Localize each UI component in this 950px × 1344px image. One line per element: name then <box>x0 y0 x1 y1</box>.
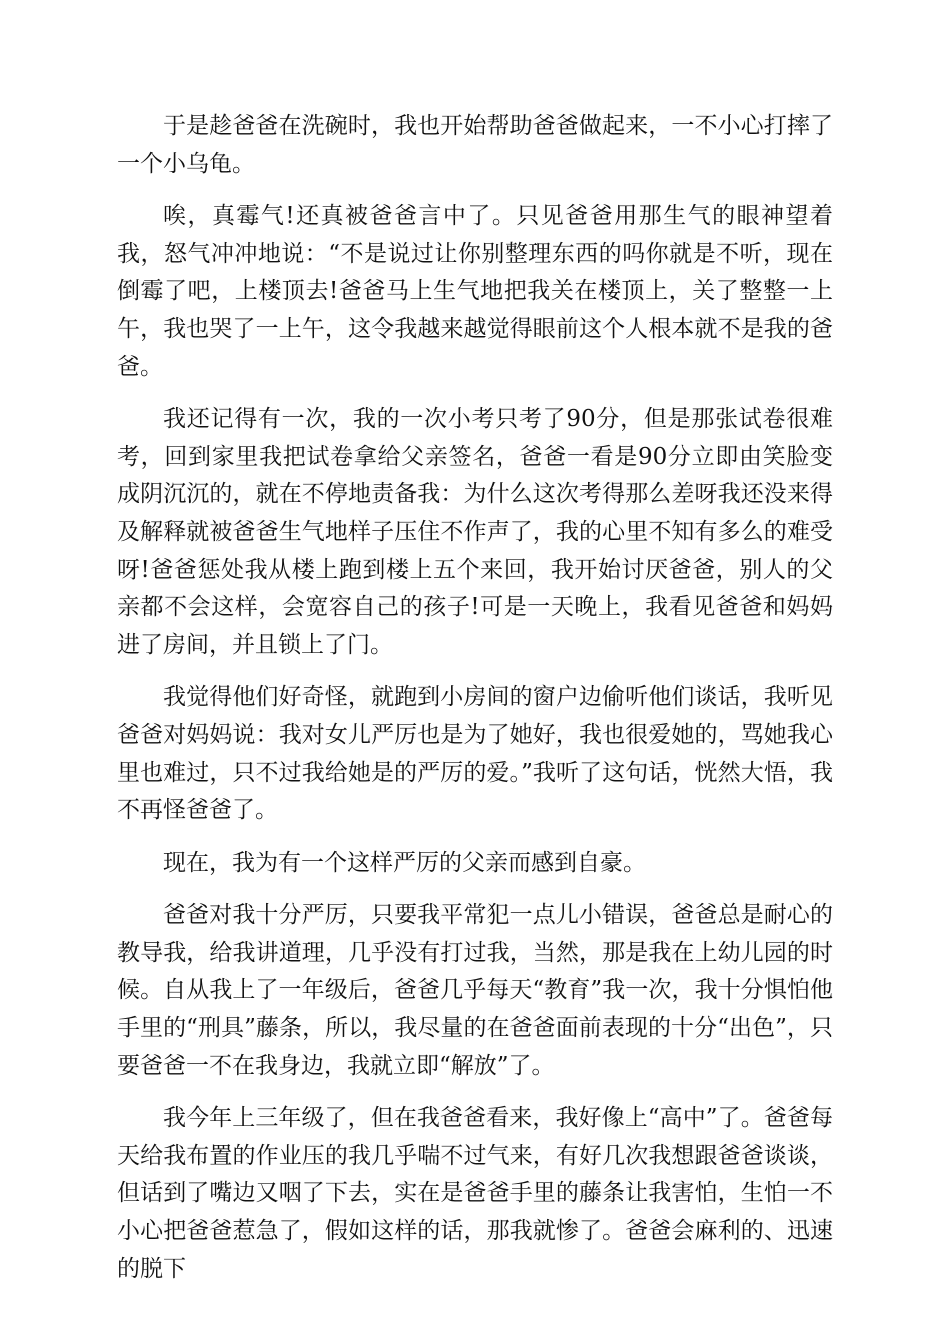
document-body <box>117 108 833 1303</box>
paragraph-2: 唉，真霉气!还真被爸爸言中了。只见爸爸用那生气的眼神望着我，怒气冲冲地说：“不是说过让你别整理东西的吗你就是不听，现在倒霉了吧，上楼顶去!爸爸马上生气地把我关在楼顶上，关了整整一上午，我也哭了一上午，这令我越来越觉得眼前这个人根本就不是我的爸爸。 <box>117 203 833 380</box>
paragraph-1: 于是趁爸爸在洗碗时，我也开始帮助爸爸做起来，一不小心打摔了一个小乌龟。 <box>117 113 833 177</box>
paragraph-6: 爸爸对我十分严厉，只要我平常犯一点儿小错误，爸爸总是耐心的教导我，给我讲道理，几乎没有打过我，当然，那是我在上幼儿园的时候。自从我上了一年级后，爸爸几乎每天“教育”我一次，我十分惧怕他手里的“刑具”藤条，所以，我尽量的在爸爸面前表现的十分“出色”，只要爸爸一不在我身边，我就立即“解放”了。 <box>117 902 833 1079</box>
paragraph-5: 现在，我为有一个这样严厉的父亲而感到自豪。 <box>163 849 646 876</box>
paragraph-3: 我还记得有一次，我的一次小考只考了90分，但是那张试卷很难考，回到家里我把试卷拿给父亲签名，爸爸一看是90分立即由笑脸变成阴沉沉的，就在不停地责备我：为什么这次考得那么差呀我还没来得及解释就被爸爸生气地样子压住不作声了，我的心里不知有多么的难受呀!爸爸惩处我从楼上跑到楼上五个来回，我开始讨厌爸爸，别人的父亲都不会这样，会宽容自己的孩子!可是一天晚上，我看见爸爸和妈妈进了房间，并且锁上了门。 <box>117 406 833 658</box>
paragraph-4: 我觉得他们好奇怪，就跑到小房间的窗户边偷听他们谈话，我听见爸爸对妈妈说：我对女儿严厉也是为了她好，我也很爱她的，骂她我心里也难过，只不过我给她是的严厉的爱。”我听了这句话，恍然大悟，我不再怪爸爸了。 <box>117 684 833 824</box>
paragraph-7: 我今年上三年级了，但在我爸爸看来，我好像上“高中”了。爸爸每天给我布置的作业压的我几乎喘不过气来，有好几次我想跟爸爸谈谈，但话到了嘴边又咽了下去，实在是爸爸手里的藤条让我害怕，生怕一不小心把爸爸惹急了，假如这样的话，那我就惨了。爸爸会麻利的、迅速的脱下 <box>117 1105 833 1282</box>
